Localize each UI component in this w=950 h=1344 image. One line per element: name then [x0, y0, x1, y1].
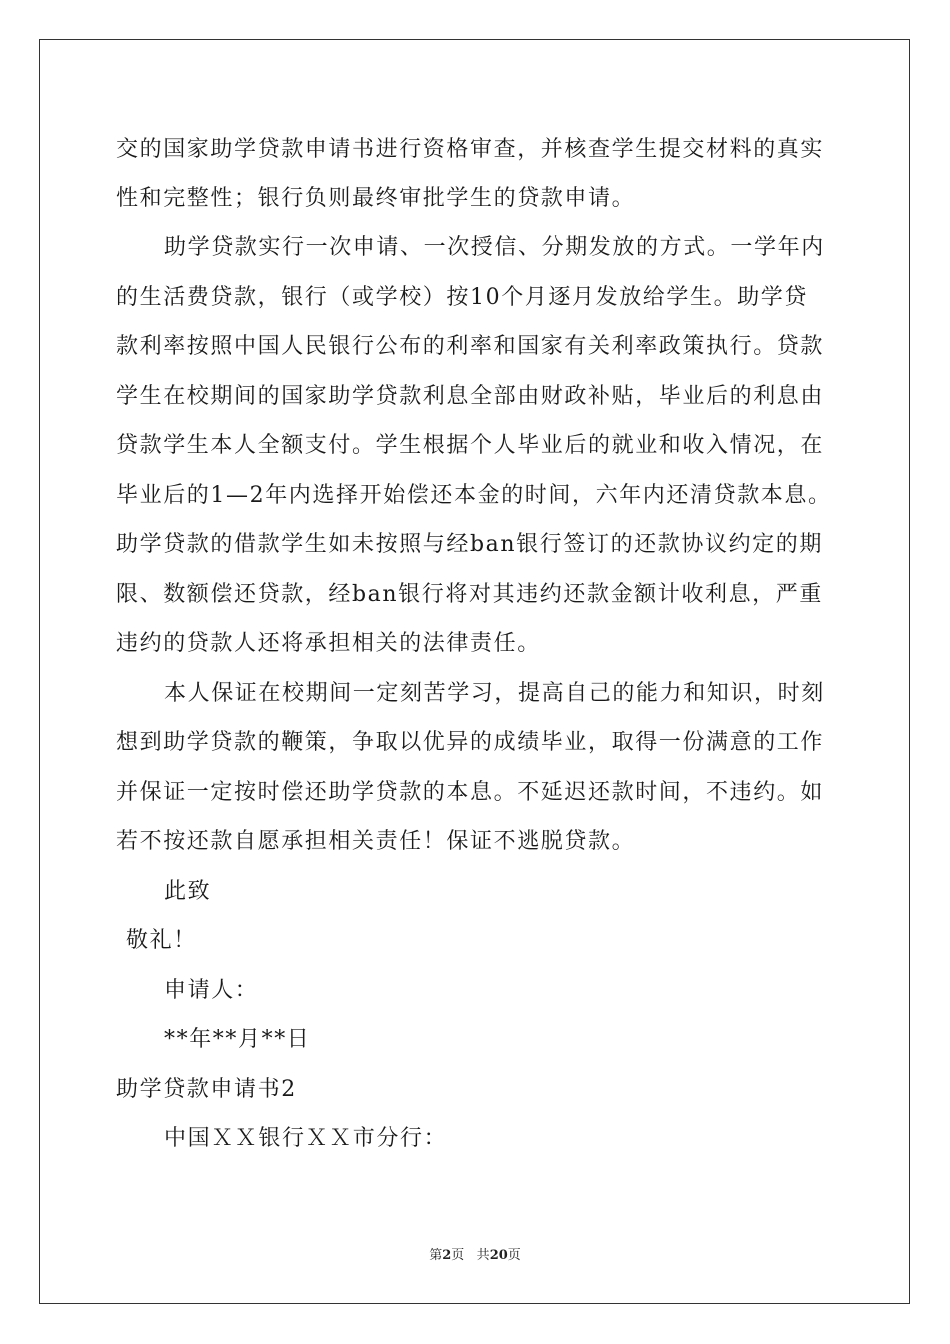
text-line: 本人保证在校期间一定刻苦学习，提高自己的能力和知识，时刻 [164, 681, 825, 706]
total-pages: 20 [489, 1248, 508, 1263]
page-prefix: 第 [429, 1248, 443, 1263]
closing-salutation: 此致 [164, 879, 212, 904]
text-line: 助学贷款的借款学生如未按照与经ban银行签订的还款协议约定的期 [116, 532, 823, 557]
text-line: 款利率按照中国人民银行公布的利率和国家有关利率政策执行。贷款 [116, 334, 825, 359]
text-line: 想到助学贷款的鞭策，争取以优异的成绩毕业，取得一份满意的工作 [116, 730, 825, 755]
page-footer [0, 1247, 950, 1265]
text-line: 毕业后的1—2年内选择开始偿还本金的时间，六年内还清贷款本息。 [116, 483, 832, 508]
text-line: 学生在校期间的国家助学贷款利息全部由财政补贴，毕业后的利息由 [116, 384, 825, 409]
addressee-line: 中国ＸＸ银行ＸＸ市分行： [164, 1126, 448, 1151]
page-border [39, 39, 910, 1304]
closing-regards: 敬礼！ [126, 928, 197, 953]
text-line: 若不按还款自愿承担相关责任！保证不逃脱贷款。 [116, 829, 636, 854]
text-line: 助学贷款实行一次申请、一次授信、分期发放的方式。一学年内 [164, 235, 825, 260]
text-line: 限、数额偿还贷款，经ban银行将对其违约还款金额计收利息，严重 [116, 582, 823, 607]
total-prefix: 共 [476, 1248, 490, 1263]
total-suffix: 页 [507, 1248, 521, 1263]
date-line: **年**月**日 [164, 1027, 311, 1052]
text-line: 并保证一定按时偿还助学贷款的本息。不延迟还款时间，不违约。如 [116, 780, 825, 805]
text-line: 贷款学生本人全额支付。学生根据个人毕业后的就业和收入情况，在 [116, 433, 825, 458]
section-title: 助学贷款申请书2 [116, 1077, 297, 1102]
text-line: 违约的贷款人还将承担相关的法律责任。 [116, 631, 541, 656]
text-line: 交的国家助学贷款申请书进行资格审查，并核查学生提交材料的真实 [116, 137, 825, 162]
text-line: 性和完整性；银行负则最终审批学生的贷款申请。 [116, 186, 636, 211]
page-number: 2 [442, 1248, 452, 1263]
applicant-label: 申请人： [164, 978, 259, 1003]
text-line: 的生活费贷款，银行（或学校）按10个月逐月发放给学生。助学贷 [116, 285, 808, 310]
page-suffix: 页 [451, 1248, 465, 1263]
